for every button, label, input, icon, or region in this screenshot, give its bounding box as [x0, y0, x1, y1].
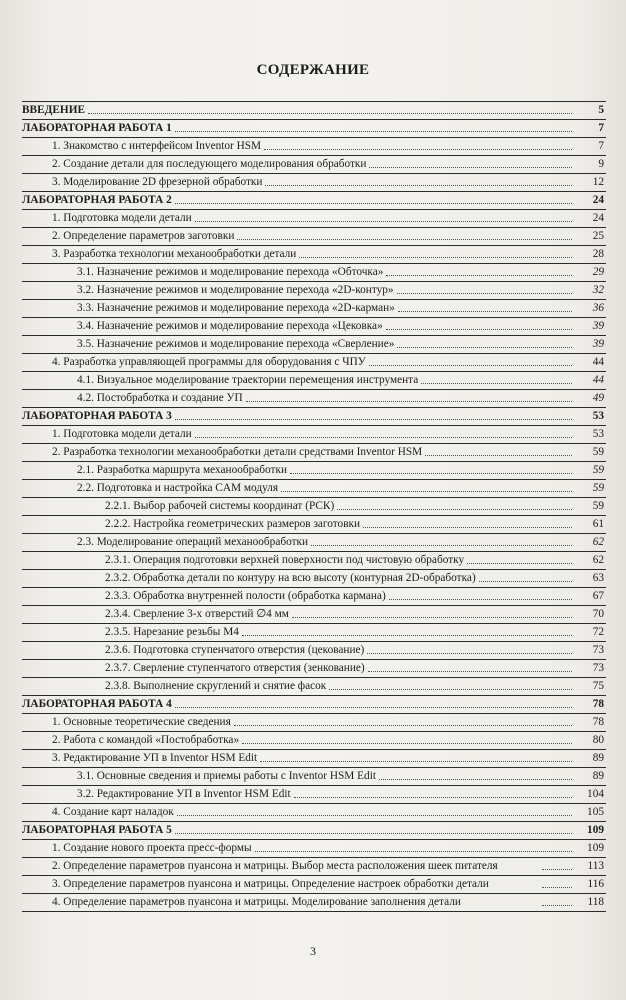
toc-page-number: 53 [578, 408, 606, 426]
toc-page-number: 73 [578, 660, 606, 678]
toc-page-number: 29 [578, 264, 606, 282]
toc-entry [22, 462, 606, 480]
toc-entry-title: 2.3. Моделирование операций механообработки [77, 536, 309, 548]
toc-section-heading [22, 696, 606, 714]
dot-leader [542, 869, 572, 870]
dot-leader [175, 833, 572, 834]
dot-leader [542, 887, 572, 888]
toc-entry [22, 228, 606, 246]
toc-entry-title: 2.2. Подготовка и настройка CAM модуля [77, 482, 279, 494]
dot-leader [234, 725, 572, 726]
toc-entry [22, 624, 606, 642]
toc-entry-title: 2.1. Разработка маршрута механообработки [77, 464, 288, 476]
toc-entry-title: 4.2. Постобработка и создание УП [77, 392, 243, 404]
toc-entry-title: 1. Создание нового проекта пресс-формы [52, 842, 252, 854]
dot-leader [290, 473, 572, 474]
table-of-contents [22, 101, 606, 912]
toc-page-number: 39 [578, 336, 606, 354]
toc-entry-title: 2. Работа с командой «Постобработка» [52, 734, 240, 746]
toc-entry [22, 390, 606, 408]
toc-entry-title: 2.3.3. Обработка внутренней полости (обработка кармана) [105, 590, 386, 602]
toc-page-number: 5 [578, 102, 606, 120]
toc-entry-title: 2.3.6. Подготовка ступенчатого отверстия (цекование) [105, 644, 365, 656]
dot-leader [175, 419, 572, 420]
toc-page-number: 44 [578, 372, 606, 390]
toc-entry [22, 264, 606, 282]
dot-leader [299, 257, 572, 258]
toc-entry-title: 4. Определение параметров пуансона и матрицы. Моделирование заполнения детали [52, 896, 461, 908]
toc-page-number: 63 [578, 570, 606, 588]
toc-entry [22, 318, 606, 336]
toc-entry-title: 3. Редактирование УП в Inventor HSM Edit [52, 752, 258, 764]
toc-entry [22, 876, 606, 894]
toc-entry [22, 714, 606, 732]
toc-page-number: 72 [578, 624, 606, 642]
toc-page-number: 78 [578, 696, 606, 714]
toc-page-number: 7 [578, 138, 606, 156]
toc-entry-title: 1. Подготовка модели детали [52, 428, 192, 440]
toc-section-heading [22, 192, 606, 210]
toc-page-number: 24 [578, 210, 606, 228]
toc-page-number: 67 [578, 588, 606, 606]
toc-page-number: 89 [578, 750, 606, 768]
toc-entry-title: 2.3.8. Выполнение скруглений и снятие фасок [105, 680, 327, 692]
toc-entry [22, 480, 606, 498]
toc-entry-title: ЛАБОРАТОРНАЯ РАБОТА 1 [22, 122, 172, 134]
toc-page-number: 109 [578, 822, 606, 840]
toc-page-number: 61 [578, 516, 606, 534]
toc-section-heading [22, 822, 606, 840]
toc-entry [22, 642, 606, 660]
toc-entry [22, 516, 606, 534]
page-title: СОДЕРЖАНИЕ [256, 62, 370, 78]
toc-entry [22, 606, 606, 624]
toc-entry [22, 246, 606, 264]
toc-page-number: 59 [578, 498, 606, 516]
toc-page-number: 59 [578, 480, 606, 498]
dot-leader [175, 131, 572, 132]
toc-page-number: 80 [578, 732, 606, 750]
toc-entry-title: 2. Определение параметров пуансона и матрицы. Выбор места расположения шеек питателя [52, 860, 498, 872]
toc-page-number: 113 [578, 858, 606, 876]
toc-page-number: 12 [578, 174, 606, 192]
toc-page-number: 25 [578, 228, 606, 246]
toc-page-number: 62 [578, 552, 606, 570]
toc-section-heading [22, 102, 606, 120]
dot-leader [242, 743, 572, 744]
dot-leader [542, 905, 572, 906]
dot-leader [292, 617, 572, 618]
dot-leader [421, 383, 572, 384]
toc-entry-title: 2.2.1. Выбор рабочей системы координат (РСК) [105, 500, 335, 512]
dot-leader [175, 707, 572, 708]
toc-entry-title: 2. Создание детали для последующего моделирования обработки [52, 158, 367, 170]
toc-entry-title: 1. Основные теоретические сведения [52, 716, 231, 728]
toc-entry [22, 498, 606, 516]
page-number: 3 [310, 944, 316, 958]
toc-entry [22, 804, 606, 822]
toc-section-heading [22, 408, 606, 426]
dot-leader [88, 113, 572, 114]
dot-leader [177, 815, 572, 816]
toc-page-number: 73 [578, 642, 606, 660]
dot-leader [195, 437, 572, 438]
toc-entry [22, 138, 606, 156]
toc-entry [22, 894, 606, 912]
toc-entry [22, 156, 606, 174]
toc-entry-title: ЛАБОРАТОРНАЯ РАБОТА 3 [22, 410, 172, 422]
toc-page-number: 39 [578, 318, 606, 336]
toc-entry [22, 750, 606, 768]
toc-page-number: 78 [578, 714, 606, 732]
dot-leader [265, 185, 572, 186]
dot-leader [479, 581, 572, 582]
dot-leader [379, 779, 572, 780]
toc-entry-title: 3. Моделирование 2D фрезерной обработки [52, 176, 263, 188]
toc-entry-title: 1. Знакомство с интерфейсом Inventor HSM [52, 140, 262, 152]
toc-entry-title: 4.1. Визуальное моделирование траектории перемещения инструмента [77, 374, 419, 386]
toc-page-number: 9 [578, 156, 606, 174]
dot-leader [425, 455, 572, 456]
toc-page-number: 118 [578, 894, 606, 912]
toc-entry [22, 786, 606, 804]
dot-leader [367, 653, 572, 654]
toc-entry [22, 534, 606, 552]
toc-page-number: 44 [578, 354, 606, 372]
toc-entry [22, 570, 606, 588]
toc-page-number: 49 [578, 390, 606, 408]
toc-entry [22, 444, 606, 462]
toc-entry [22, 840, 606, 858]
toc-page-number: 32 [578, 282, 606, 300]
toc-entry [22, 588, 606, 606]
toc-page-number: 59 [578, 462, 606, 480]
toc-entry [22, 552, 606, 570]
toc-entry-title: 2.3.7. Сверление ступенчатого отверстия (зенкование) [105, 662, 365, 674]
toc-page-number: 75 [578, 678, 606, 696]
toc-entry-title: ВВЕДЕНИЕ [22, 104, 86, 116]
toc-entry [22, 372, 606, 390]
dot-leader [237, 239, 572, 240]
toc-entry [22, 354, 606, 372]
toc-page-number: 7 [578, 120, 606, 138]
dot-leader [311, 545, 572, 546]
dot-leader [329, 689, 572, 690]
toc-page-number: 62 [578, 534, 606, 552]
dot-leader [467, 563, 572, 564]
dot-leader [397, 347, 572, 348]
dot-leader [389, 599, 572, 600]
toc-page-number: 59 [578, 444, 606, 462]
toc-entry-title: ЛАБОРАТОРНАЯ РАБОТА 4 [22, 698, 172, 710]
toc-entry-title: 3.4. Назначение режимов и моделирование перехода «Цековка» [77, 320, 383, 332]
toc-entry [22, 678, 606, 696]
dot-leader [242, 635, 572, 636]
toc-entry [22, 300, 606, 318]
dot-leader [369, 365, 572, 366]
dot-leader [294, 797, 572, 798]
dot-leader [260, 761, 572, 762]
toc-entry-title: ЛАБОРАТОРНАЯ РАБОТА 2 [22, 194, 172, 206]
toc-entry-title: 2.3.4. Сверление 3-х отверстий ∅4 мм [105, 608, 289, 620]
dot-leader [264, 149, 572, 150]
toc-entry [22, 660, 606, 678]
toc-entry-title: 2. Определение параметров заготовки [52, 230, 235, 242]
dot-leader [363, 527, 572, 528]
dot-leader [255, 851, 572, 852]
toc-entry-title: 3.2. Назначение режимов и моделирование перехода «2D-контур» [77, 284, 394, 296]
toc-entry-title: 3. Разработка технологии механообработки детали [52, 248, 297, 260]
toc-page-number: 36 [578, 300, 606, 318]
dot-leader [175, 203, 572, 204]
toc-page-number: 89 [578, 768, 606, 786]
toc-entry [22, 732, 606, 750]
toc-page-number: 105 [578, 804, 606, 822]
toc-entry-title: 1. Подготовка модели детали [52, 212, 192, 224]
dot-leader [281, 491, 572, 492]
toc-page-number: 104 [578, 786, 606, 804]
dot-leader [246, 401, 572, 402]
toc-body [22, 102, 606, 912]
toc-entry-title: ЛАБОРАТОРНАЯ РАБОТА 5 [22, 824, 172, 836]
dot-leader [397, 293, 572, 294]
toc-entry-title: 3. Определение параметров пуансона и матрицы. Определение настроек обработки детали [52, 878, 489, 890]
toc-entry [22, 210, 606, 228]
toc-page-number: 53 [578, 426, 606, 444]
toc-entry-title: 4. Разработка управляющей программы для оборудования с ЧПУ [52, 356, 366, 368]
toc-page-number: 70 [578, 606, 606, 624]
dot-leader [195, 221, 572, 222]
dot-leader [386, 275, 572, 276]
toc-entry-title: 3.1. Назначение режимов и моделирование перехода «Обточка» [77, 266, 384, 278]
toc-page-number: 109 [578, 840, 606, 858]
toc-entry-title: 2.2.2. Настройка геометрических размеров заготовки [105, 518, 361, 530]
dot-leader [368, 671, 572, 672]
toc-entry-title: 3.5. Назначение режимов и моделирование перехода «Сверление» [77, 338, 395, 350]
dot-leader [386, 329, 572, 330]
dot-leader [369, 167, 572, 168]
toc-page-number: 28 [578, 246, 606, 264]
toc-entry-title: 2.3.2. Обработка детали по контуру на всю высоту (контурная 2D-обработка) [105, 572, 476, 584]
dot-leader [398, 311, 572, 312]
toc-entry [22, 336, 606, 354]
toc-entry-title: 3.1. Основные сведения и приемы работы с Inventor HSM Edit [77, 770, 376, 782]
toc-page-number: 116 [578, 876, 606, 894]
toc-entry [22, 426, 606, 444]
toc-entry [22, 768, 606, 786]
toc-entry-title: 2.3.5. Нарезание резьбы М4 [105, 626, 239, 638]
toc-entry-title: 2.3.1. Операция подготовки верхней поверхности под чистовую обработку [105, 554, 465, 566]
toc-entry-title: 3.2. Редактирование УП в Inventor HSM Edit [77, 788, 291, 800]
toc-entry-title: 4. Создание карт наладок [52, 806, 174, 818]
toc-page-number: 24 [578, 192, 606, 210]
toc-entry [22, 174, 606, 192]
toc-entry [22, 858, 606, 876]
toc-section-heading [22, 120, 606, 138]
toc-entry-title: 3.3. Назначение режимов и моделирование перехода «2D-карман» [77, 302, 395, 314]
dot-leader [337, 509, 572, 510]
toc-entry [22, 282, 606, 300]
toc-entry-title: 2. Разработка технологии механообработки детали средствами Inventor HSM [52, 446, 423, 458]
